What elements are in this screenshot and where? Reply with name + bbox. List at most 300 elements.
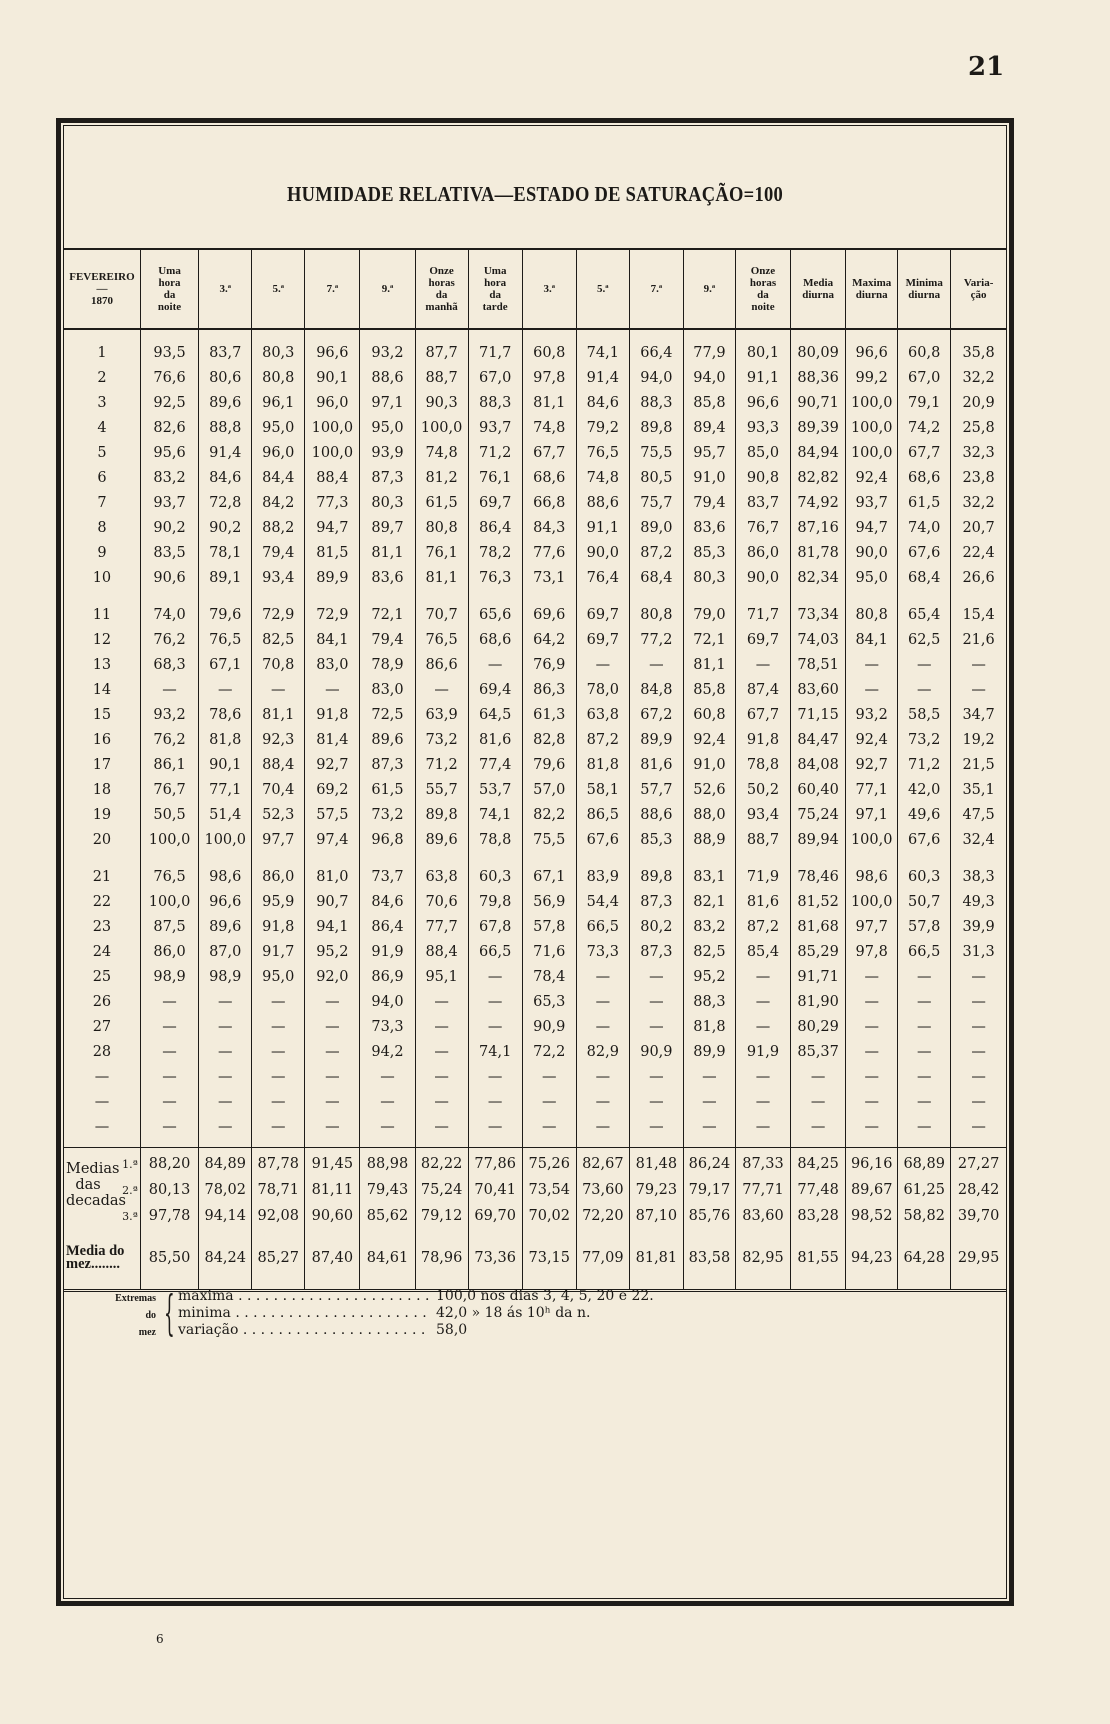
value-cell: 69,4 bbox=[468, 677, 522, 702]
day-cell: 19 bbox=[64, 802, 140, 827]
value-cell: 77,2 bbox=[629, 627, 683, 652]
value-cell: 82,9 bbox=[576, 1039, 629, 1064]
value-cell: 77,6 bbox=[522, 540, 576, 565]
day-cell: 18 bbox=[64, 777, 140, 802]
value-cell: 92,4 bbox=[846, 727, 898, 752]
media-value-cell: 88,20 bbox=[140, 1151, 198, 1177]
decada-label: 2.ª bbox=[122, 1184, 138, 1197]
value-cell: 95,7 bbox=[683, 440, 735, 465]
value-cell: 98,9 bbox=[199, 964, 252, 989]
value-cell: 91,8 bbox=[252, 914, 305, 939]
value-cell: 88,0 bbox=[683, 802, 735, 827]
table-row bbox=[64, 777, 1006, 802]
value-cell: — bbox=[971, 1068, 986, 1085]
table-row bbox=[64, 864, 1006, 889]
value-cell: 87,3 bbox=[360, 752, 415, 777]
value-cell: 88,6 bbox=[360, 365, 415, 390]
spacer-cell bbox=[305, 1139, 360, 1148]
spacer-cell bbox=[629, 852, 683, 864]
value-cell: 35,8 bbox=[962, 344, 995, 361]
column-header: Uma hora da noite bbox=[140, 249, 198, 329]
value-cell: 98,9 bbox=[140, 964, 198, 989]
spacer-cell bbox=[468, 852, 522, 864]
value-cell: 94,7 bbox=[846, 515, 898, 540]
value-cell: 82,5 bbox=[683, 939, 735, 964]
media-value-cell: 70,02 bbox=[522, 1203, 576, 1229]
value-cell: 100,0 bbox=[199, 827, 252, 852]
value-cell: 32,2 bbox=[962, 369, 995, 386]
value-cell: 86,9 bbox=[360, 964, 415, 989]
value-cell: 84,1 bbox=[846, 627, 898, 652]
value-cell: — bbox=[846, 964, 898, 989]
value-cell: 76,4 bbox=[576, 565, 629, 590]
value-cell: 49,3 bbox=[962, 893, 995, 910]
value-cell: — bbox=[360, 1064, 415, 1089]
value-cell: 84,6 bbox=[199, 465, 252, 490]
value-cell: 88,6 bbox=[576, 490, 629, 515]
value-cell: 89,94 bbox=[791, 827, 846, 852]
value-cell: 100,0 bbox=[305, 415, 360, 440]
value-cell: — bbox=[898, 1114, 951, 1139]
spacer-cell bbox=[846, 590, 898, 602]
value-cell: — bbox=[898, 1039, 951, 1064]
spacer-cell bbox=[140, 852, 198, 864]
value-cell: 64,5 bbox=[468, 702, 522, 727]
column-header: Onze horas da noite bbox=[735, 249, 790, 329]
spacer-cell bbox=[898, 852, 951, 864]
value-cell: 89,9 bbox=[683, 1039, 735, 1064]
value-cell: — bbox=[415, 1014, 468, 1039]
value-cell: 76,1 bbox=[468, 465, 522, 490]
spacer-cell bbox=[629, 590, 683, 602]
value-cell: 52,6 bbox=[683, 777, 735, 802]
table-body bbox=[64, 329, 1006, 1291]
value-cell: 91,9 bbox=[360, 939, 415, 964]
media-mez-label: Media do mez........ bbox=[64, 1241, 140, 1275]
value-cell: 86,0 bbox=[140, 939, 198, 964]
table-row bbox=[64, 390, 1006, 415]
medias-row bbox=[64, 1151, 1006, 1177]
value-cell: 92,3 bbox=[252, 727, 305, 752]
spacer-row bbox=[64, 1229, 1006, 1241]
value-cell: 91,1 bbox=[576, 515, 629, 540]
value-cell: 84,8 bbox=[629, 677, 683, 702]
spacer-cell bbox=[576, 1229, 629, 1241]
spacer-cell bbox=[252, 590, 305, 602]
value-cell: — bbox=[252, 1039, 305, 1064]
spacer-cell bbox=[199, 329, 252, 340]
spacer-cell bbox=[360, 590, 415, 602]
value-cell: 67,6 bbox=[576, 827, 629, 852]
footer-signature-mark: 6 bbox=[156, 1632, 164, 1646]
table-row bbox=[64, 602, 1006, 627]
media-value-cell: 79,23 bbox=[629, 1177, 683, 1203]
value-cell: 84,1 bbox=[305, 627, 360, 652]
value-cell: — bbox=[415, 1039, 468, 1064]
value-cell: 90,3 bbox=[415, 390, 468, 415]
value-cell: 83,5 bbox=[140, 540, 198, 565]
table-row bbox=[64, 515, 1006, 540]
value-cell: 88,4 bbox=[252, 752, 305, 777]
value-cell: 74,8 bbox=[576, 465, 629, 490]
value-cell: 97,8 bbox=[522, 365, 576, 390]
value-cell: 97,8 bbox=[846, 939, 898, 964]
value-cell: 97,7 bbox=[846, 914, 898, 939]
media-value-cell: 73,60 bbox=[576, 1177, 629, 1203]
day-cell: 4 bbox=[64, 415, 140, 440]
value-cell: 83,0 bbox=[360, 677, 415, 702]
table-row bbox=[64, 540, 1006, 565]
value-cell: 87,5 bbox=[140, 914, 198, 939]
value-cell: 81,1 bbox=[522, 390, 576, 415]
column-header: 3.ª bbox=[199, 249, 252, 329]
value-cell: 73,7 bbox=[360, 864, 415, 889]
value-cell: 73,2 bbox=[415, 727, 468, 752]
column-header: Onze horas da manhã bbox=[415, 249, 468, 329]
spacer-cell bbox=[252, 1229, 305, 1241]
table-row bbox=[64, 964, 1006, 989]
value-cell: 96,6 bbox=[199, 889, 252, 914]
value-cell: 85,3 bbox=[683, 540, 735, 565]
value-cell: 66,4 bbox=[629, 340, 683, 365]
value-cell: — bbox=[683, 1114, 735, 1139]
value-cell: 83,7 bbox=[199, 340, 252, 365]
value-cell: — bbox=[735, 1089, 790, 1114]
media-value-cell: 98,52 bbox=[846, 1203, 898, 1229]
value-cell: 69,7 bbox=[468, 490, 522, 515]
media-value-cell: 79,43 bbox=[360, 1177, 415, 1203]
value-cell: 15,4 bbox=[962, 606, 995, 623]
value-cell: 89,6 bbox=[360, 727, 415, 752]
value-cell: 95,0 bbox=[252, 415, 305, 440]
value-cell: — bbox=[415, 1114, 468, 1139]
value-cell: 81,4 bbox=[305, 727, 360, 752]
spacer-cell bbox=[791, 1275, 846, 1291]
value-cell: 88,4 bbox=[305, 465, 360, 490]
media-value-cell: 75,24 bbox=[415, 1177, 468, 1203]
value-cell: 75,5 bbox=[629, 440, 683, 465]
spacer-cell bbox=[791, 590, 846, 602]
value-cell: 73,2 bbox=[898, 727, 951, 752]
value-cell: — bbox=[305, 1039, 360, 1064]
value-cell: 22,4 bbox=[962, 544, 995, 561]
value-cell: 93,7 bbox=[846, 490, 898, 515]
value-cell: 83,1 bbox=[683, 864, 735, 889]
value-cell: 94,0 bbox=[629, 365, 683, 390]
value-cell: 56,9 bbox=[522, 889, 576, 914]
value-cell: 81,90 bbox=[791, 989, 846, 1014]
day-cell: 20 bbox=[64, 827, 140, 852]
value-cell: — bbox=[140, 677, 198, 702]
value-cell: — bbox=[360, 1114, 415, 1139]
value-cell: — bbox=[468, 1114, 522, 1139]
spacer-cell bbox=[791, 852, 846, 864]
value-cell: 80,3 bbox=[252, 340, 305, 365]
media-mez-value-cell: 84,24 bbox=[199, 1241, 252, 1275]
spacer-cell bbox=[522, 1229, 576, 1241]
day-cell: 7 bbox=[64, 490, 140, 515]
value-cell: 68,6 bbox=[468, 627, 522, 652]
value-cell: — bbox=[846, 989, 898, 1014]
value-cell: 77,1 bbox=[846, 777, 898, 802]
spacer-cell bbox=[951, 329, 1006, 340]
spacer-cell bbox=[791, 1229, 846, 1241]
spacer-cell bbox=[64, 852, 140, 864]
value-cell: — bbox=[576, 989, 629, 1014]
value-cell: 66,5 bbox=[468, 939, 522, 964]
value-cell: 75,7 bbox=[629, 490, 683, 515]
value-cell: 74,0 bbox=[898, 515, 951, 540]
media-mez-value-cell: 64,28 bbox=[898, 1241, 951, 1275]
spacer-cell bbox=[683, 590, 735, 602]
value-cell: 87,7 bbox=[415, 340, 468, 365]
column-header: Minima diurna bbox=[898, 249, 951, 329]
media-value-cell: 81,11 bbox=[305, 1177, 360, 1203]
value-cell: 57,5 bbox=[305, 802, 360, 827]
medias-label: Medias das decadas bbox=[66, 1161, 126, 1209]
spacer-cell bbox=[846, 1275, 898, 1291]
extremas-maxima-label: maxima . . . . . . . . . . . . . . . . . . . . . . bbox=[178, 1288, 430, 1304]
value-cell: — bbox=[971, 1093, 986, 1110]
value-cell: 73,3 bbox=[576, 939, 629, 964]
value-cell: 73,3 bbox=[360, 1014, 415, 1039]
value-cell: 47,5 bbox=[962, 806, 995, 823]
value-cell: 89,9 bbox=[629, 727, 683, 752]
spacer-cell bbox=[64, 590, 140, 602]
value-cell: 67,6 bbox=[898, 827, 951, 852]
value-cell: 87,3 bbox=[360, 465, 415, 490]
value-cell: — bbox=[140, 1089, 198, 1114]
value-cell: 87,0 bbox=[199, 939, 252, 964]
media-value-cell: 87,10 bbox=[629, 1203, 683, 1229]
media-value-cell: 85,76 bbox=[683, 1203, 735, 1229]
value-cell: — bbox=[629, 1064, 683, 1089]
value-cell: — bbox=[735, 1114, 790, 1139]
day-cell: 25 bbox=[64, 964, 140, 989]
value-cell: 95,1 bbox=[415, 964, 468, 989]
spacer-cell bbox=[305, 852, 360, 864]
spacer-cell bbox=[791, 1139, 846, 1148]
value-cell: — bbox=[971, 1118, 986, 1135]
value-cell: 98,6 bbox=[199, 864, 252, 889]
spacer-cell bbox=[522, 1139, 576, 1148]
value-cell: 39,9 bbox=[962, 918, 995, 935]
value-cell: 76,5 bbox=[415, 627, 468, 652]
value-cell: 66,8 bbox=[522, 490, 576, 515]
value-cell: 76,5 bbox=[576, 440, 629, 465]
value-cell: 81,8 bbox=[199, 727, 252, 752]
value-cell: 78,1 bbox=[199, 540, 252, 565]
value-cell: 80,29 bbox=[791, 1014, 846, 1039]
column-header: Media diurna bbox=[791, 249, 846, 329]
value-cell: 67,1 bbox=[522, 864, 576, 889]
value-cell: 67,7 bbox=[735, 702, 790, 727]
value-cell: — bbox=[971, 1043, 986, 1060]
day-cell: 28 bbox=[64, 1039, 140, 1064]
value-cell: 68,6 bbox=[898, 465, 951, 490]
media-value-cell: 83,28 bbox=[791, 1203, 846, 1229]
value-cell: 88,7 bbox=[735, 827, 790, 852]
value-cell: — bbox=[971, 681, 986, 698]
value-cell: 96,8 bbox=[360, 827, 415, 852]
spacer-cell bbox=[576, 852, 629, 864]
media-value-cell: 78,71 bbox=[252, 1177, 305, 1203]
media-value-cell: 68,89 bbox=[898, 1151, 951, 1177]
value-cell: — bbox=[576, 1064, 629, 1089]
value-cell: — bbox=[971, 993, 986, 1010]
media-value-cell: 79,17 bbox=[683, 1177, 735, 1203]
value-cell: 57,8 bbox=[522, 914, 576, 939]
value-cell: 60,3 bbox=[898, 864, 951, 889]
day-cell: 11 bbox=[64, 602, 140, 627]
value-cell: 64,2 bbox=[522, 627, 576, 652]
value-cell: 93,5 bbox=[140, 340, 198, 365]
table-row bbox=[64, 989, 1006, 1014]
value-cell: 90,0 bbox=[576, 540, 629, 565]
table-row bbox=[64, 802, 1006, 827]
spacer-cell bbox=[683, 1275, 735, 1291]
value-cell: 85,8 bbox=[683, 677, 735, 702]
value-cell: — bbox=[846, 1039, 898, 1064]
value-cell: 32,3 bbox=[962, 444, 995, 461]
value-cell: 100,0 bbox=[140, 889, 198, 914]
spacer-cell bbox=[898, 1275, 951, 1291]
value-cell: 79,4 bbox=[683, 490, 735, 515]
value-cell: 31,3 bbox=[962, 943, 995, 960]
value-cell: 92,7 bbox=[305, 752, 360, 777]
spacer-cell bbox=[576, 329, 629, 340]
table-frame bbox=[56, 118, 1014, 1606]
value-cell: 91,4 bbox=[576, 365, 629, 390]
value-cell: 96,0 bbox=[305, 390, 360, 415]
humidity-table bbox=[64, 248, 1006, 1292]
value-cell: 20,9 bbox=[962, 394, 995, 411]
value-cell: 93,4 bbox=[252, 565, 305, 590]
value-cell: 80,2 bbox=[629, 914, 683, 939]
value-cell: 90,6 bbox=[140, 565, 198, 590]
media-value-cell: 97,78 bbox=[140, 1203, 198, 1229]
value-cell: 72,5 bbox=[360, 702, 415, 727]
spacer-cell bbox=[140, 590, 198, 602]
value-cell: 86,5 bbox=[576, 802, 629, 827]
table-row bbox=[64, 652, 1006, 677]
media-value-cell: 94,14 bbox=[199, 1203, 252, 1229]
media-value-cell: 75,26 bbox=[522, 1151, 576, 1177]
value-cell: — bbox=[629, 1089, 683, 1114]
value-cell: 92,4 bbox=[846, 465, 898, 490]
value-cell: 86,6 bbox=[415, 652, 468, 677]
spacer-cell bbox=[468, 1139, 522, 1148]
value-cell: 82,2 bbox=[522, 802, 576, 827]
value-cell: 79,0 bbox=[683, 602, 735, 627]
value-cell: — bbox=[468, 1064, 522, 1089]
table-row bbox=[64, 677, 1006, 702]
value-cell: 79,4 bbox=[252, 540, 305, 565]
value-cell: 90,2 bbox=[140, 515, 198, 540]
day-cell: 16 bbox=[64, 727, 140, 752]
media-value-cell: 81,48 bbox=[629, 1151, 683, 1177]
value-cell: 73,34 bbox=[791, 602, 846, 627]
column-header: 9.ª bbox=[683, 249, 735, 329]
media-value-cell: 83,60 bbox=[735, 1203, 790, 1229]
value-cell: 81,8 bbox=[576, 752, 629, 777]
value-cell: 54,4 bbox=[576, 889, 629, 914]
media-value-cell: 39,70 bbox=[957, 1208, 1000, 1224]
value-cell: 76,7 bbox=[735, 515, 790, 540]
value-cell: — bbox=[576, 1114, 629, 1139]
value-cell: 67,6 bbox=[898, 540, 951, 565]
value-cell: 79,1 bbox=[898, 390, 951, 415]
value-cell: 77,3 bbox=[305, 490, 360, 515]
spacer-cell bbox=[576, 590, 629, 602]
value-cell: 91,9 bbox=[735, 1039, 790, 1064]
value-cell: 70,8 bbox=[252, 652, 305, 677]
value-cell: — bbox=[468, 1089, 522, 1114]
value-cell: — bbox=[735, 964, 790, 989]
value-cell: 75,24 bbox=[791, 802, 846, 827]
value-cell: 60,8 bbox=[898, 340, 951, 365]
value-cell: — bbox=[140, 1114, 198, 1139]
media-value-cell: 84,25 bbox=[791, 1151, 846, 1177]
value-cell: 77,4 bbox=[468, 752, 522, 777]
value-cell: 71,9 bbox=[735, 864, 790, 889]
table-row bbox=[64, 1014, 1006, 1039]
table-row bbox=[64, 702, 1006, 727]
value-cell: — bbox=[629, 989, 683, 1014]
value-cell: 81,1 bbox=[415, 565, 468, 590]
media-value-cell: 90,60 bbox=[305, 1203, 360, 1229]
medias-label-cell bbox=[64, 1177, 140, 1203]
medias-row bbox=[64, 1203, 1006, 1229]
spacer-cell bbox=[305, 1229, 360, 1241]
spacer-row bbox=[64, 1139, 1006, 1148]
value-cell: 74,1 bbox=[468, 802, 522, 827]
value-cell: — bbox=[199, 677, 252, 702]
value-cell: 90,1 bbox=[305, 365, 360, 390]
extremas-minima-value: 42,0 » 18 ás 10ʰ da n. bbox=[436, 1305, 591, 1321]
media-value-cell: 72,20 bbox=[576, 1203, 629, 1229]
value-cell: — bbox=[252, 1014, 305, 1039]
spacer-cell bbox=[683, 329, 735, 340]
spacer-cell bbox=[468, 1229, 522, 1241]
media-value-cell: 85,62 bbox=[360, 1203, 415, 1229]
spacer-cell bbox=[415, 329, 468, 340]
value-cell: — bbox=[898, 652, 951, 677]
spacer-cell bbox=[64, 1139, 140, 1148]
spacer-cell bbox=[305, 590, 360, 602]
spacer-cell bbox=[522, 852, 576, 864]
value-cell: 80,8 bbox=[629, 602, 683, 627]
value-cell: 97,1 bbox=[846, 802, 898, 827]
spacer-cell bbox=[199, 852, 252, 864]
column-header: 7.ª bbox=[629, 249, 683, 329]
value-cell: 81,52 bbox=[791, 889, 846, 914]
value-cell: 88,3 bbox=[629, 390, 683, 415]
value-cell: 90,9 bbox=[629, 1039, 683, 1064]
value-cell: — bbox=[846, 1064, 898, 1089]
value-cell: 78,9 bbox=[360, 652, 415, 677]
spacer-cell bbox=[898, 329, 951, 340]
media-mez-value-cell: 73,36 bbox=[468, 1241, 522, 1275]
media-value-cell: 89,67 bbox=[846, 1177, 898, 1203]
spacer-cell bbox=[252, 852, 305, 864]
value-cell: — bbox=[576, 1089, 629, 1114]
media-mez-value-cell: 85,50 bbox=[140, 1241, 198, 1275]
spacer-cell bbox=[252, 329, 305, 340]
value-cell: 77,9 bbox=[683, 340, 735, 365]
value-cell: 91,1 bbox=[735, 365, 790, 390]
value-cell: 58,1 bbox=[576, 777, 629, 802]
